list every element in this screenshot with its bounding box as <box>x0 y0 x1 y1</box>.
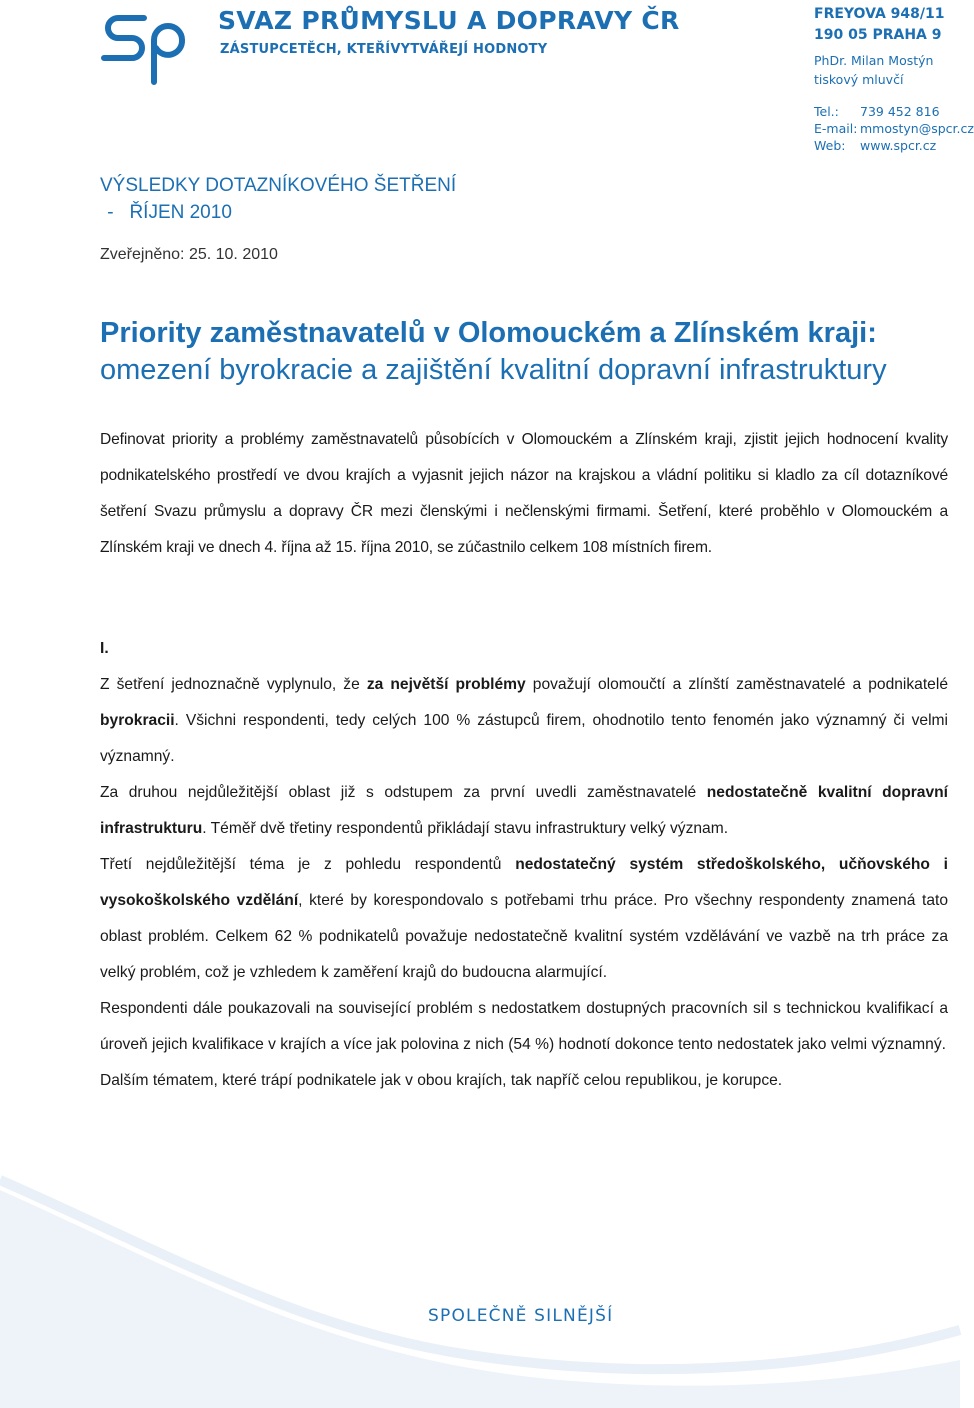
tel-label: Tel.: <box>814 104 839 119</box>
p1-text-c: považují olomoučtí a zlínští zaměstnavatelé a podnikatelé <box>525 676 948 693</box>
person-role: tiskový mluvčí <box>814 72 904 87</box>
footer-swoosh <box>0 1180 960 1408</box>
p2-text-a: Za druhou nejdůležitější oblast již s odstupem za první uvedli zaměstnavatelé <box>100 784 707 801</box>
published-date: Zveřejněno: 25. 10. 2010 <box>100 246 278 263</box>
survey-title-line-2: - ŘÍJEN 2010 <box>102 202 232 223</box>
tel-value[interactable]: 739 452 816 <box>860 104 940 119</box>
p3-bold-b: nedostatečný systém středoškolského, učňovského i vysokoškolského vzdělání <box>100 856 948 909</box>
p1-text-e: . Všichni respondenti, tedy celých 100 % zástupců firem, ohodnotilo tento fenomén jako významný či velmi významný. <box>100 712 948 765</box>
article-body <box>100 422 948 1099</box>
section-number: I. <box>100 640 109 657</box>
contact-block <box>814 4 974 154</box>
paragraph-2 <box>100 775 948 847</box>
headline-line-2: omezení byrokracie a zajištění kvalitní dopravní infrastruktury <box>100 354 887 386</box>
p1-bold-d: byrokracii <box>100 712 175 729</box>
org-name: SVAZ PRŮMYSLU A DOPRAVY ČR <box>218 6 680 35</box>
address-line-2: 190 05 PRAHA 9 <box>814 27 942 43</box>
p1-bold-b: za největší problémy <box>366 676 526 693</box>
survey-title-line-1: VÝSLEDKY DOTAZNÍKOVÉHO ŠETŘENÍ <box>100 175 457 196</box>
address-line-1: FREYOVA 948/11 <box>814 6 945 22</box>
intro-paragraph: Definovat priority a problémy zaměstnavatelů působících v Olomouckém a Zlínském kraji, zjistit jejich hodnocení kvality podnikatelského prostředí ve dvou krajích a vyjasnit jejich názor na krajskou a vládní politiku si kladlo za cíl dotazníkové šetření Svazu průmyslu a dopravy ČR mezi členskými i nečlenskými firmami. Šetření, které proběhlo v Olomouckém a Zlínském kraji ve dnech 4. října až 15. října 2010, se zúčastnilo celkem 108 místních firem. <box>100 431 948 556</box>
headline <box>100 315 900 389</box>
p3-text-a: Třetí nejdůležitější téma je z pohledu respondentů <box>100 856 516 873</box>
web-link[interactable]: www.spcr.cz <box>860 138 937 153</box>
paragraph-5: Dalším tématem, které trápí podnikatele jak v obou krajích, tak napříč celou republikou, je korupce. <box>100 1072 783 1089</box>
org-tagline: ZÁSTUPCETĚCH, KTEŘÍVYTVÁŘEJÍ HODNOTY <box>220 42 548 57</box>
paragraph-4: Respondenti dále poukazovali na související problém s nedostatkem dostupných pracovních sil s technickou kvalifikací a úroveň jejich kvalifikace v krajích a více jak polovina z nich (54 %) hodnotí dokonce tento nedostatek jako velmi významný. <box>100 1000 948 1053</box>
email-label: E-mail: <box>814 121 858 136</box>
paragraph-3 <box>100 847 948 991</box>
email-link[interactable]: mmostyn@spcr.cz <box>860 121 974 136</box>
p2-text-c: . Téměř dvě třetiny respondentů přikládají stavu infrastruktury velký význam. <box>202 820 729 837</box>
web-label: Web: <box>814 138 846 153</box>
survey-title <box>100 172 456 226</box>
p1-text-a: Z šetření jednoznačně vyplynulo, že <box>100 676 367 693</box>
paragraph-1 <box>100 667 948 775</box>
p3-text-c: , které by korespondovalo s potřebami trhu práce. Pro všechny respondenty znamená tato oblast problém. Celkem 62 % podnikatelů považuje nedostatečně kvalitní systém vzdělávání ve vazbě na trh práce za velký problém, což je vzhledem k zaměření krajů do budoucna alarmující. <box>100 892 948 981</box>
footer-slogan: SPOLEČNĚ SILNĚJŠÍ <box>428 1306 614 1326</box>
p2-bold-b: nedostatečně kvalitní dopravní infrastrukturu <box>100 784 948 837</box>
sp-logo <box>100 10 196 84</box>
headline-line-1: Priority zaměstnavatelů v Olomouckém a Zlínském kraji: <box>100 317 877 349</box>
person-name: PhDr. Milan Mostýn <box>814 53 934 68</box>
